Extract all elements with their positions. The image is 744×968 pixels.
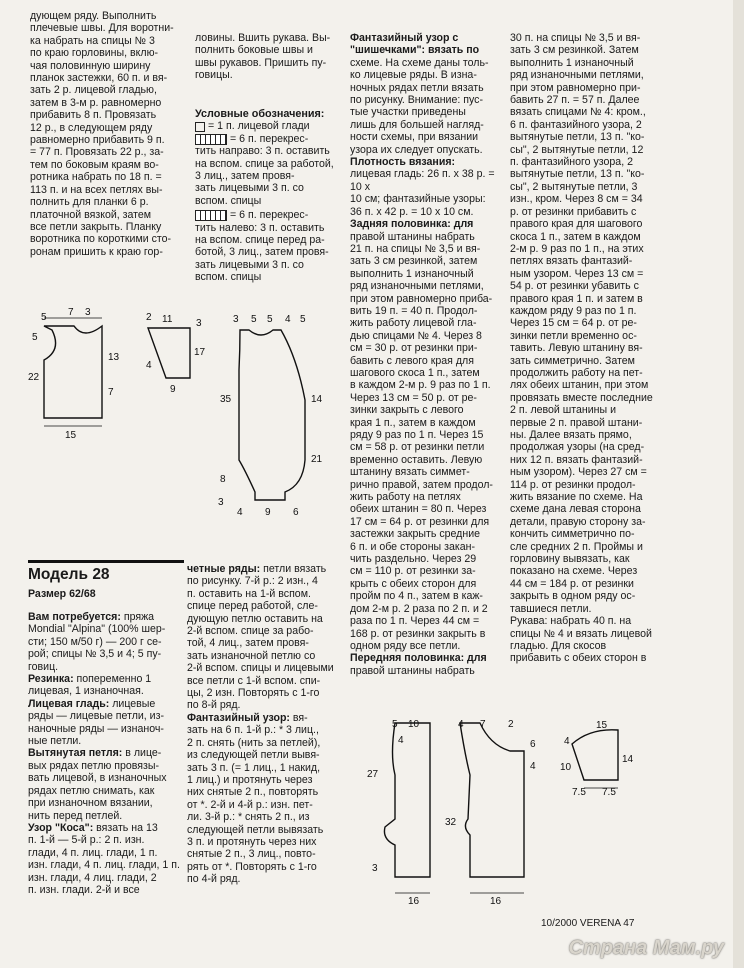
text-line: Резинка: попеременно 1 xyxy=(28,673,152,686)
legend-text-line: 3 лиц., затем провя- xyxy=(195,170,295,183)
legend-text-line: вспом. спицы xyxy=(195,271,262,284)
text-line: рять от *. Повторять с 1-го xyxy=(187,860,317,873)
text-line: продолжая узоры (на сред- xyxy=(510,441,645,454)
text-line: швы рукавов. Пришить пу- xyxy=(195,56,327,69)
dim-front-b: 7 xyxy=(480,719,486,730)
text-line: плечевые швы. Для воротни- xyxy=(30,22,174,35)
text-line: кончить симметрично по- xyxy=(510,528,635,541)
text-line: ряд изнаночными петлями, xyxy=(510,69,644,82)
dim-overall-e: 5 xyxy=(300,314,306,325)
knit-stitch-symbol xyxy=(195,122,205,132)
text-line: шагового скоса 1 п., затем xyxy=(350,366,480,379)
dim-overall-b: 5 xyxy=(251,314,257,325)
dim-vest-a: 5 xyxy=(41,312,47,323)
text-line: вязать спицами № 4: кром., xyxy=(510,106,646,119)
text-line: из следующей петли вывя- xyxy=(187,749,320,762)
text-line: схеме. На схеме даны толь- xyxy=(350,56,489,69)
text-line: полнить боковые швы и xyxy=(195,44,313,57)
dim-front-a: 4 xyxy=(458,719,464,730)
text-line: жить вязание по схеме. На xyxy=(510,491,643,504)
text-line: тые участки приведены xyxy=(350,106,466,119)
dim-overall-f: 35 xyxy=(220,394,232,405)
text-line: ронам пришить к краю гор- xyxy=(30,245,163,258)
text-line: сы", 2 вытянутые петли, 12 xyxy=(510,143,644,156)
text-line: р. от резинки прибавить с xyxy=(510,205,637,218)
legend-text-line: ботой, 3 лиц., затем провя- xyxy=(195,246,329,259)
text-line: 10 см; фантазийные узоры: xyxy=(350,193,486,206)
dim-back-g: 16 xyxy=(408,896,420,907)
text-line: лях обеих штанин, при этом xyxy=(510,379,649,392)
dim-vest-e: 13 xyxy=(108,352,120,363)
text-line: ряду 9 раз по 1 п. Через 15 xyxy=(350,429,484,441)
legend-item-cable-left xyxy=(195,209,335,283)
text-line: п. изн. глади. 2-й и все xyxy=(28,883,140,896)
dim-sleeve-a-d: 17 xyxy=(194,347,206,358)
text-line: Фантазийный узор с xyxy=(350,32,459,44)
text-line: п. оставить на 1-й вспом. xyxy=(187,587,311,600)
text-line: ли. 3-й р.: * снять 2 п., из xyxy=(187,811,310,824)
text-line: прибавить 8 п. Провязать xyxy=(30,109,157,122)
text-line: узора их следует опускать. xyxy=(350,143,483,156)
dim-back-d: 27 xyxy=(367,769,379,780)
text-line: по рисунку. 7-й р.: 2 изн., 4 xyxy=(187,575,318,588)
text-line: 114 р. от резинки продол- xyxy=(510,478,636,491)
text-line: ко лицевые ряды. В изна- xyxy=(350,69,477,82)
stitch-patterns xyxy=(187,563,335,886)
text-line: вить 19 п. = 40 п. Продол- xyxy=(350,304,478,317)
dim-vest-c: 3 xyxy=(85,307,91,318)
text-line: них 12 п. вязать фантазий- xyxy=(510,453,643,466)
text-line: снятые 2 п., 3 лиц., повто- xyxy=(187,848,316,861)
text-line: схеме дана левая сторона xyxy=(510,503,641,516)
text-line: обеих штанин = 80 п. Через xyxy=(350,503,487,516)
text-line: 21 п. на спицы № 3,5 и вя- xyxy=(350,242,481,255)
text-line: вать лицевой, в изнаночных xyxy=(28,772,167,785)
text-line: п. фантазийного узора, 2 xyxy=(510,156,633,169)
text-line: пройм по 4 п., затем в каж- xyxy=(350,590,483,603)
dim-overall-i: 8 xyxy=(220,474,226,485)
text-line: выполнить 1 изнаночный xyxy=(350,267,474,280)
text-line: по 8-й ряд. xyxy=(187,699,241,712)
text-line: крыть с обеих сторон для xyxy=(350,577,477,590)
page-edge xyxy=(733,0,744,968)
text-line: прибавить с обеих сторон в xyxy=(510,652,647,665)
front-and-sleeve-instructions xyxy=(510,32,660,665)
text-line: при изнаночном вязании, xyxy=(28,797,153,810)
text-line: Задняя половинка: для xyxy=(350,218,474,231)
text-line: = 77 п. Провязать 22 р., за- xyxy=(30,146,164,159)
dim-sleeve-a-f: 9 xyxy=(170,384,176,395)
dim-overall-d: 4 xyxy=(285,314,291,325)
dim-sleeve-b-c: 10 xyxy=(560,762,572,773)
legend xyxy=(195,108,335,284)
dim-overall-g: 14 xyxy=(311,394,323,405)
text-line: рично правой, затем продол- xyxy=(350,478,493,491)
text-line: провязать вместе последние xyxy=(510,391,653,404)
text-line: одном ряду все петли. xyxy=(350,639,461,652)
text-line: 36 п. х 42 р. = 10 х 10 см. xyxy=(350,205,474,218)
legend-text-line: = 6 п. перекрес- xyxy=(230,209,309,222)
text-line: глади, 4 п. лиц. глади, 1 п. xyxy=(28,846,158,859)
dim-sleeve-a-e: 4 xyxy=(146,360,152,371)
text-line: Вытянутая петля: в лице- xyxy=(28,747,162,760)
text-line: бавить с левого края для xyxy=(350,354,474,367)
dim-back-f: 3 xyxy=(372,863,378,874)
text-line: воротника по короткими сто- xyxy=(30,233,172,246)
text-line: дью спицами № 4. Через 8 xyxy=(350,329,482,342)
text-line: по 4-й ряд. xyxy=(187,873,241,886)
text-line: полнить для планки 6 р. xyxy=(30,196,149,209)
text-line: вытянутые петли, 13 п. "ко- xyxy=(510,131,645,144)
text-line: затем в 3-м р. равномерно xyxy=(30,96,162,109)
text-line: закрыть в одном ряду ос- xyxy=(510,590,636,603)
dim-vest-g: 7 xyxy=(108,387,114,398)
text-line: Фантазийный узор: вя- xyxy=(187,711,308,724)
legend-text-line: тить налево: 3 п. оставить xyxy=(195,221,325,234)
text-line: см = 30 р. от резинки при- xyxy=(350,342,478,355)
text-line: все петли закрыть. Планку xyxy=(30,220,162,233)
text-line: в каждом 2-м р. 9 раз по 1 п. xyxy=(350,379,491,392)
text-line: той, 4 лиц., затем провя- xyxy=(187,637,309,650)
text-line: ка набрать на спицы № 3 xyxy=(30,34,155,47)
text-line: жить работу на петлях xyxy=(350,491,461,504)
text-line: нить перед петлей. xyxy=(28,809,123,822)
text-line: изн., кром. Через 8 см = 34 xyxy=(510,193,643,206)
text-line: 12 р., в следующем ряду xyxy=(30,121,153,134)
text-line: бавить 27 п. = 57 п. Далее xyxy=(510,94,640,107)
text-line: 44 см = 184 р. от резинки xyxy=(510,577,634,590)
text-line: зать 3 п. (= 1 лиц., 1 накид, xyxy=(187,761,321,774)
dim-sleeve-b-a: 15 xyxy=(596,720,608,731)
text-line: Лицевая гладь: лицевые xyxy=(28,697,156,710)
cable-right-symbol xyxy=(195,134,227,145)
text-line: Узор "Коса": вязать на 13 xyxy=(28,821,158,834)
text-line: ночных рядах петли вязать xyxy=(350,81,484,94)
text-line: жить работу лицевой гла- xyxy=(350,317,477,330)
dim-vest-h: 15 xyxy=(65,430,77,441)
text-line: 54 р. от резинки убавить с xyxy=(510,280,639,293)
text-line: рядах петлю снимать, как xyxy=(28,784,155,797)
legend-text-line: тить направо: 3 п. оставить xyxy=(195,145,330,158)
text-line: детали, правую сторону за- xyxy=(510,515,646,528)
legend-text-line: зать лицевыми 3 п. со xyxy=(195,182,304,195)
text-line: "шишечками": вязать по xyxy=(350,44,480,57)
text-line: изн. глади, 4 лиц. глади, 2 xyxy=(28,871,157,884)
text-line: следующей петли вывязать xyxy=(187,823,324,836)
front-diagram xyxy=(450,715,545,915)
text-line: 168 р. от резинки закрыть в xyxy=(350,627,486,640)
text-line: цы, 2 изн. Повторять с 1-го xyxy=(187,687,320,700)
text-line: говиц. xyxy=(28,660,59,673)
text-line: края 1 п., затем в каждом xyxy=(350,416,476,429)
text-line: каждом ряду 9 раз по 1 п. xyxy=(510,304,637,317)
text-line: планок застежки, 60 п. и вя- xyxy=(30,72,168,85)
legend-text-line: = 6 п. перекрес- xyxy=(230,132,309,145)
text-line: первые 2 п. правой штани- xyxy=(510,416,643,429)
text-line: рой; спицы № 3,5 и 4; 5 пу- xyxy=(28,648,162,661)
dim-vest-d: 5 xyxy=(32,332,38,343)
legend-item-cable-right xyxy=(195,133,335,207)
text-line: продолжить работу на пет- xyxy=(510,366,643,379)
text-line: сти; 150 м/50 г) — 200 г се- xyxy=(28,635,162,648)
text-line: вытянутые петли, 13 п. "ко- xyxy=(510,168,645,181)
text-line: Передняя половинка: для xyxy=(350,652,487,665)
legend-text-line: вспом. спицы xyxy=(195,194,262,207)
text-line: наночные ряды — изнаноч- xyxy=(28,722,164,735)
text-line: раза по 1 п. Через 44 см = xyxy=(350,615,480,628)
text-line: платочной вязкой, затем xyxy=(30,208,152,221)
text-line: 6 п. и обе стороны закан- xyxy=(350,540,475,553)
text-line: правого края 1 п. и затем в xyxy=(510,292,643,305)
back-diagram xyxy=(350,715,457,915)
dim-vest-b: 7 xyxy=(68,307,74,318)
text-line: застежки закрыть средние xyxy=(350,528,481,541)
text-line: чить раздельно. Через 29 xyxy=(350,553,477,566)
dim-back-c: 4 xyxy=(398,735,404,746)
text-line: п. 1-й — 5-й р.: 2 п. изн. xyxy=(28,834,145,847)
text-line: тавшиеся петли. xyxy=(510,602,592,615)
text-line: зать симметрично. Затем xyxy=(510,354,635,367)
dim-back-a: 5 xyxy=(392,719,398,730)
text-line: штанину вязать симмет- xyxy=(350,466,470,479)
text-line: 17 см = 64 р. от резинки для xyxy=(350,515,490,528)
text-line: при этом равномерно приба- xyxy=(350,292,493,305)
dim-front-c: 2 xyxy=(508,719,514,730)
text-line: скоса 1 п., затем в каждом xyxy=(510,230,641,243)
dim-overall-m: 6 xyxy=(293,507,299,518)
dim-overall-k: 4 xyxy=(237,507,243,518)
text-line: 30 п. на спицы № 3,5 и вя- xyxy=(510,32,641,44)
text-line: дующую петлю оставить на xyxy=(187,612,323,625)
text-line: вых рядах петлю провязы- xyxy=(28,759,160,772)
overall-diagram xyxy=(215,310,335,525)
assembly-instructions xyxy=(195,32,335,82)
dim-sleeve-a-a: 2 xyxy=(146,312,152,323)
dim-back-b: 10 xyxy=(408,719,420,730)
dim-overall-c: 5 xyxy=(267,314,273,325)
text-line: 113 п. и на всех петлях вы- xyxy=(30,183,163,196)
text-line: см = 58 р. от резинки петли xyxy=(350,441,485,454)
dim-sleeve-a-b: 11 xyxy=(162,314,173,325)
legend-text-line: зать лицевыми 3 п. со xyxy=(195,258,304,271)
text-line: сле средних 2 п. Проймы и xyxy=(510,540,643,553)
dim-sleeve-b-b: 4 xyxy=(564,736,570,747)
dim-front-d: 6 xyxy=(530,739,536,750)
legend-item-knit: = 1 п. лицевой глади xyxy=(195,120,335,132)
text-line: Через 15 см = 64 р. от ре- xyxy=(510,317,637,330)
text-line: 6 п. фантазийного узора, 2 xyxy=(510,118,642,131)
legend-text-line: на вспом. спице за работой, xyxy=(195,157,334,170)
text-line: лицевая, 1 изнаночная. xyxy=(28,685,144,698)
dim-vest-f: 22 xyxy=(28,372,40,383)
text-line: 2-й вспом. спице за рабо- xyxy=(187,625,314,638)
text-line: чая половинную ширину xyxy=(30,59,151,72)
text-line: ны. Далее вязать прямо, xyxy=(510,429,632,441)
materials-and-stitches xyxy=(28,611,186,896)
cable-left-symbol xyxy=(195,210,227,221)
dim-sleeve-b-e: 7.5 xyxy=(572,787,586,798)
text-line: 2-м р. 9 раз по 1 п., на этих xyxy=(510,242,644,255)
text-line: говицы. xyxy=(195,69,233,82)
dim-overall-l: 9 xyxy=(265,507,271,518)
text-line: ным узором). Через 27 см = xyxy=(510,466,647,479)
text-line: лицевая гладь: 26 п. х 38 р. = 10 х xyxy=(350,168,495,193)
text-line: зинки петли временно ос- xyxy=(510,329,637,342)
text-line: 2-й вспом. спицы и лицевыми xyxy=(187,662,334,675)
dim-overall-h: 21 xyxy=(311,454,323,465)
dim-sleeve-a-c: 3 xyxy=(196,318,202,329)
text-line: 1 лиц.) и протянуть через xyxy=(187,773,313,786)
text-line: зать 3 см резинкой. Затем xyxy=(510,44,639,57)
text-line: Mondial "Alpina" (100% шер- xyxy=(28,623,166,636)
text-line: по рисунку. Внимание: пус- xyxy=(350,94,483,107)
text-line: выполнить 1 изнаночный xyxy=(510,56,634,69)
text-line: дом 2-м р. 2 раза по 2 п. и 2 xyxy=(350,602,488,615)
dim-front-f: 16 xyxy=(490,896,502,907)
text-line: временно оставить. Левую xyxy=(350,453,483,466)
text-line: лишь для большей нагляд- xyxy=(350,118,484,131)
text-line: см = 110 р. от резинки за- xyxy=(350,565,476,578)
page-footer: 10/2000 VERENA 47 xyxy=(541,918,635,929)
text-line: Вам потребуется: пряжа xyxy=(28,611,155,623)
model-title: Модель 28 xyxy=(28,560,184,584)
text-line: четные ряды: петли вязать xyxy=(187,563,327,575)
text-line: ряд изнаночными петлями, xyxy=(350,280,484,293)
sleeve-diagram-b xyxy=(560,720,670,800)
text-line: по краю горловины, вклю- xyxy=(30,47,159,60)
text-line: показано на схеме. Через xyxy=(510,565,638,578)
text-line: тем по боковым краям во- xyxy=(30,158,159,171)
text-line: зать изнаночной петлю со xyxy=(187,649,316,662)
text-line: спице перед работой, сле- xyxy=(187,600,318,613)
watermark: Страна Мам.ру xyxy=(568,937,724,959)
text-line: зать на 6 п. 1-й р.: * 3 лиц., xyxy=(187,724,319,737)
text-line: Рукава: набрать 40 п. на xyxy=(510,615,632,628)
text-line: 2 п. левой штанины и xyxy=(510,404,617,417)
model-size: Размер 62/68 xyxy=(28,588,96,600)
text-line: ным узором. Через 13 см = xyxy=(510,267,644,280)
text-line: от *. 2-й и 4-й р.: изн. пет- xyxy=(187,798,313,811)
text-line: Через 13 см = 50 р. от ре- xyxy=(350,391,477,404)
dim-front-e: 4 xyxy=(530,761,536,772)
pattern-instructions xyxy=(350,32,500,677)
dim-overall-j: 3 xyxy=(218,497,224,508)
dim-back-e: 32 xyxy=(445,817,457,828)
collar-instructions xyxy=(30,10,188,258)
text-line: них снятые 2 п., повторять xyxy=(187,786,319,799)
text-line: ные петли. xyxy=(28,735,82,748)
dim-overall-a: 3 xyxy=(233,314,239,325)
text-line: ности схемы, при вязании xyxy=(350,131,479,144)
text-line: изн. глади, 4 п. лиц. глади, 1 п. xyxy=(28,859,180,872)
text-line: гладью. Для скосов xyxy=(510,639,607,652)
text-line: дующем ряду. Выполнить xyxy=(30,10,157,22)
text-line: 2 п. снять (нить за петлей), xyxy=(187,736,321,749)
text-line: ротника набрать по 18 п. = xyxy=(30,171,162,184)
text-line: сы", 2 вытянутые петли, 3 xyxy=(510,180,638,193)
text-line: спицы № 4 и вязать лицевой xyxy=(510,627,652,640)
text-line: правой штанины набрать xyxy=(350,664,475,677)
legend-text-line: на вспом. спице перед ра- xyxy=(195,234,325,247)
text-line: ловины. Вшить рукава. Вы- xyxy=(195,32,331,44)
text-line: зать 2 р. лицевой гладью, xyxy=(30,84,157,97)
text-line: тавить. Левую штанину вя- xyxy=(510,342,643,355)
text-line: ряды — лицевые петли, из- xyxy=(28,710,164,723)
legend-heading: Условные обозначения: xyxy=(195,108,325,120)
text-line: горловину вывязать, как xyxy=(510,553,630,566)
text-line: зать 3 см резинкой, затем xyxy=(350,255,478,268)
text-line: зинки закрыть с левого xyxy=(350,404,464,417)
dim-sleeve-b-d: 14 xyxy=(622,754,634,765)
text-line: правого края для шагового xyxy=(510,218,643,231)
text-line: все петли с 1-й вспом. спи- xyxy=(187,674,321,687)
vest-diagram xyxy=(28,307,128,441)
text-line: правой штанины набрать xyxy=(350,230,475,243)
text-line: при этом равномерно при- xyxy=(510,81,641,94)
text-line: 3 п. и протянуть через них xyxy=(187,835,317,848)
text-line: Плотность вязания: xyxy=(350,156,456,169)
text-line: равномерно прибавить 9 п. xyxy=(30,134,165,147)
dim-sleeve-b-f: 7.5 xyxy=(602,787,616,798)
text-line: петлях вязать фантазий- xyxy=(510,255,633,268)
